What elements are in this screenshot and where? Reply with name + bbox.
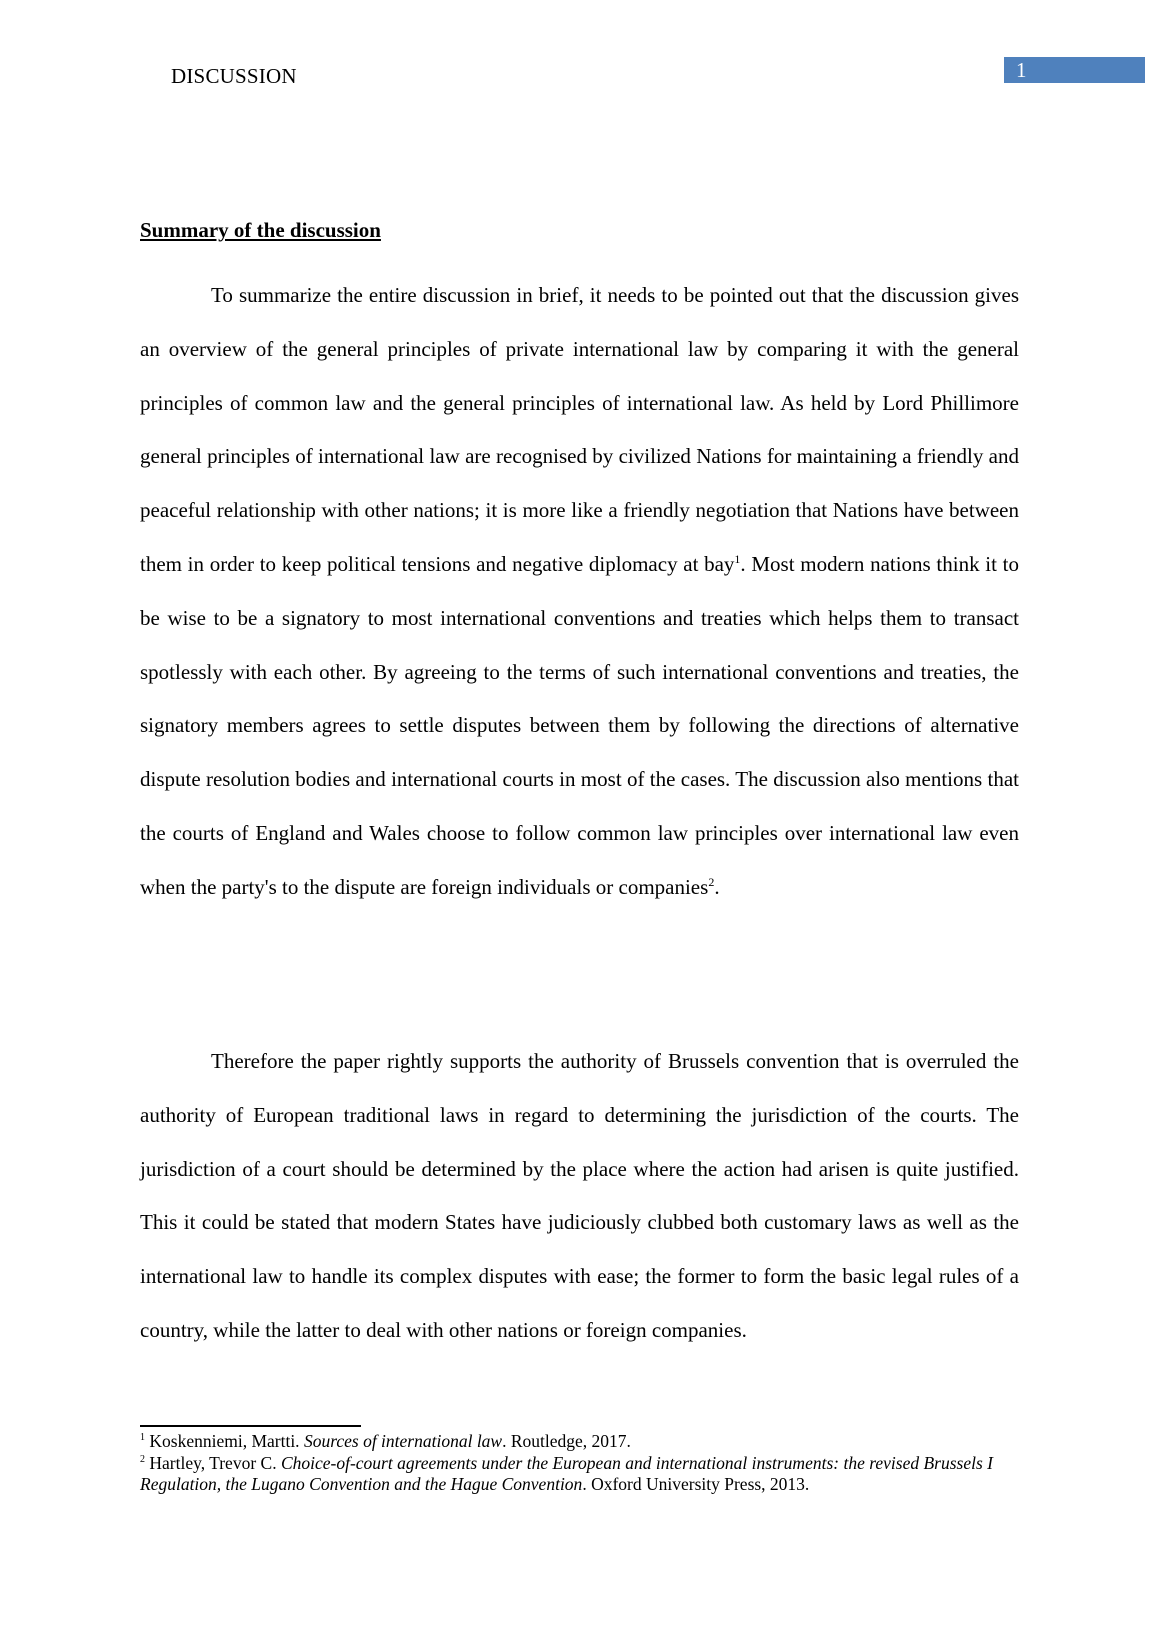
footnote-2-number: 2 — [140, 1453, 145, 1465]
footnote-2-publisher: . Oxford University Press, 2013. — [582, 1474, 810, 1494]
footnote-ref-1[interactable]: 1 — [734, 551, 741, 566]
footnote-1-number: 1 — [140, 1432, 145, 1444]
running-head: DISCUSSION — [171, 64, 297, 88]
paragraph-1-text-b: . Most modern nations think it to be wise to be a signatory to most international conventions and treaties which helps them to transact spotlessly with each other. By agreeing to the terms of such international conventions and treaties, the signatory members agrees to settle disputes between them by following the directions of alternative dispute resolution bodies and international courts in most of the cases. The discussion also mentions that the courts of England and Wales choose to follow common law principles over international law even when the party's to the dispute are foreign individuals or companies — [140, 551, 1019, 899]
paragraph-2-text: Therefore the paper rightly supports the authority of Brussels convention that is overruled the authority of European traditional laws in regard to determining the jurisdiction of the courts. The jurisdiction of a court should be determined by the place where the action had arisen is quite justified. This it could be stated that modern States have judiciously clubbed both customary laws as well as the international law to handle its complex disputes with ease; the former to form the basic legal rules of a country, while the latter to deal with other nations or foreign companies. — [140, 1049, 1019, 1342]
section-heading: Summary of the discussion — [140, 218, 381, 242]
paragraph-1-text-a: To summarize the entire discussion in brief, it needs to be pointed out that the discussion gives an overview of the general principles of private international law by comparing it with the general principles of common law and the general principles of international law. As held by Lord Phillimore general principles of international law are recognised by civilized Nations for maintaining a friendly and peaceful relationship with other nations; it is more like a friendly negotiation that Nations have between them in order to keep political tensions and negative diplomacy at bay — [140, 283, 1019, 576]
footnote-2-title: Choice-of-court agreements under the European and international instruments: the revised Brussels I Regulation, the Lugano Convention and the Hague Convention — [140, 1452, 993, 1494]
footnotes — [140, 1431, 1019, 1496]
footnote-ref-2[interactable]: 2 — [708, 874, 715, 889]
page-number: 1 — [1016, 58, 1027, 82]
footnote-2 — [140, 1453, 1019, 1496]
footnote-1-publisher: . Routledge, 2017. — [502, 1431, 631, 1451]
paragraph-2 — [140, 1035, 1019, 1358]
footnote-1-author: Koskenniemi, Martti. — [145, 1431, 304, 1451]
paragraph-1 — [140, 269, 1019, 915]
footnote-2-author: Hartley, Trevor C. — [145, 1452, 281, 1473]
footnote-1-title: Sources of international law — [303, 1431, 503, 1451]
footnote-separator — [140, 1425, 361, 1427]
paragraph-1-text-c: . — [714, 874, 720, 899]
footnote-1 — [140, 1431, 1019, 1453]
